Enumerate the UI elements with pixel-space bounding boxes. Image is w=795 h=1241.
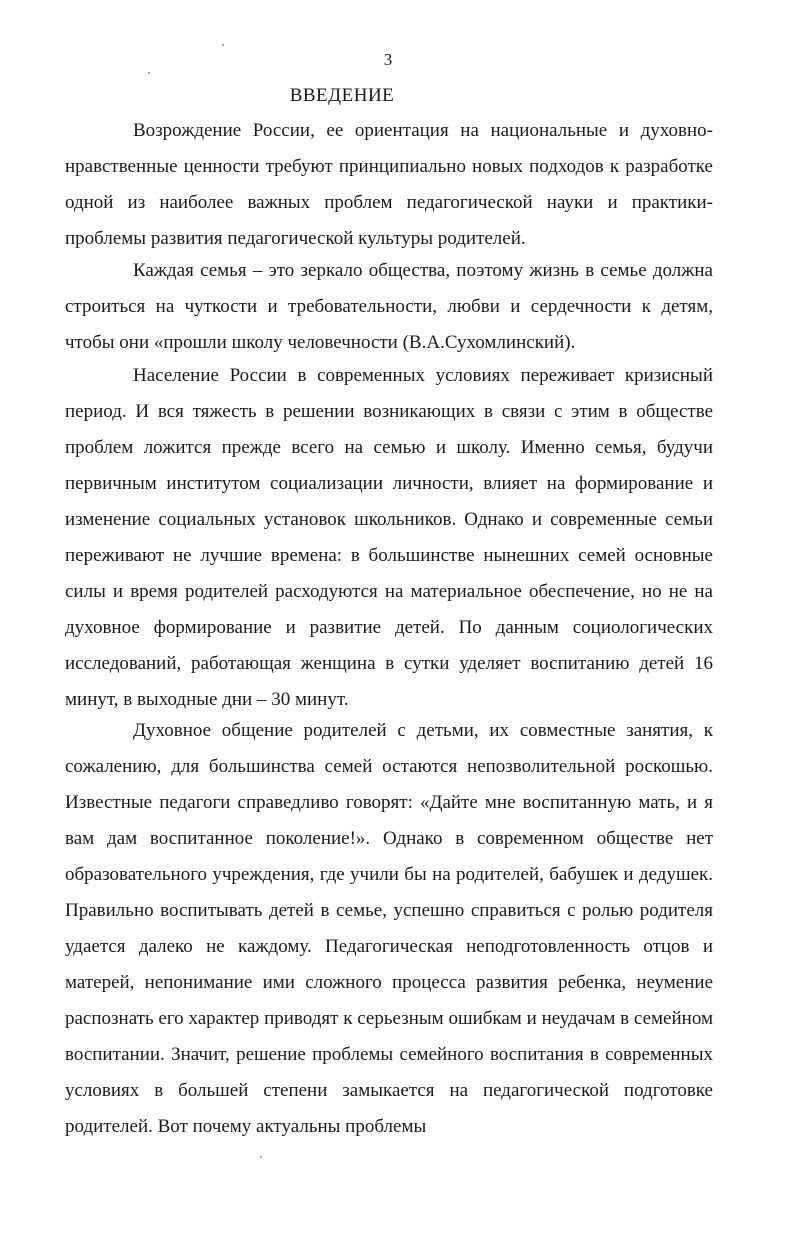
paragraph-4: Духовное общение родителей с детьми, их совместные занятия, к сожалению, для большинства семей остаются непозволительной роскошью. Известные педагоги справедливо говорят: «Дайте мне воспитанную мать, и я вам дам воспитанное поколение!». Однако в современном обществе нет образовательного учреждения, где учили бы на родителей, бабушек и дедушек. Правильно воспитывать детей в семье, успешно справиться с ролью родителя удается далеко не каждому. Педагогическая неподготовленность отцов и матерей, непонимание ими сложного процесса развития ребенка, неумение распознать его характер приводят к серьезным ошибкам и неудачам в семейном воспитании. Значит, решение проблемы семейного воспитания в современных условиях в большей степени замыкается на педагогической подготовке родителей. Вот почему актуальны проблемы: [65, 720, 713, 1137]
paragraph-3: Население России в современных условиях переживает кризисный период. И вся тяжесть в решении возникающих в связи с этим в обществе проблем ложится прежде всего на семью и школу. Именно семья, будучи первичным институтом социализации личности, влияет на формирование и изменение социальных установок школьников. Однако и современные семьи переживают не лучшие времена: в большинстве нынешних семей основные силы и время родителей расходуются на материальное обеспечение, но не на духовное формирование и развитие детей. По данным социологических исследований, работающая женщина в сутки уделяет воспитанию детей 16 минут, в выходные дни – 30 минут.: [65, 365, 713, 710]
page-number: 3: [383, 50, 393, 69]
paragraph-4-block: [65, 713, 713, 1145]
scan-speck: [222, 44, 224, 46]
paragraph-2-block: [65, 253, 713, 361]
paragraph-3-block: [65, 358, 713, 718]
scan-speck: [260, 1156, 262, 1158]
scan-speck: [148, 72, 150, 74]
paragraph-2: Каждая семья – это зеркало общества, поэтому жизнь в семье должна строиться на чуткости и требовательности, любви и сердечности к детям, чтобы они «прошли школу человечности (В.А.Сухомлинский).: [65, 260, 713, 353]
section-heading: ВВЕДЕНИЕ: [289, 85, 395, 106]
paragraph-1: Возрождение России, ее ориентация на национальные и духовно-нравственные ценности требуют принципиально новых подходов к разработке одной из наиболее важных проблем педагогической науки и практики-проблемы развития педагогической культуры родителей.: [65, 120, 713, 249]
paragraph-1-block: [65, 113, 713, 257]
